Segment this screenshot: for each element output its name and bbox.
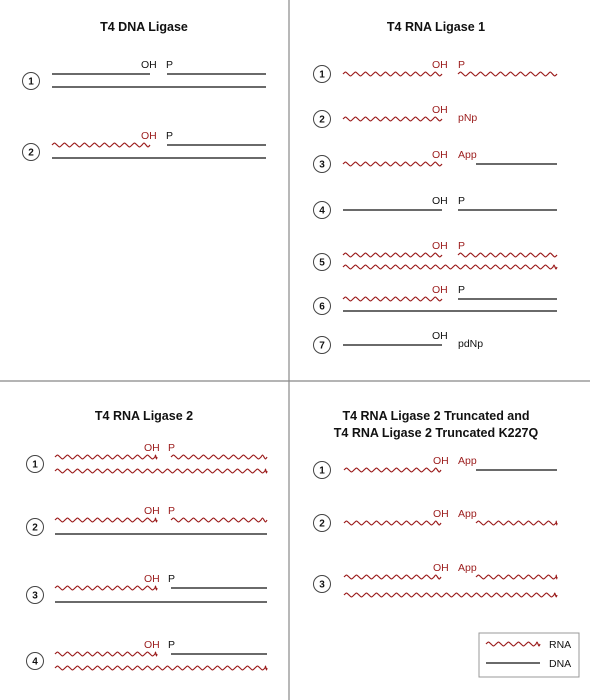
panels-layer bbox=[23, 20, 558, 670]
top-right-strand bbox=[476, 575, 557, 579]
top-left-strand bbox=[55, 518, 157, 522]
substrate-example bbox=[314, 240, 558, 271]
example-number: 3 bbox=[319, 579, 325, 591]
right-end-label: P bbox=[458, 284, 466, 296]
example-number: 2 bbox=[28, 147, 34, 159]
bottom-strand bbox=[55, 666, 267, 670]
example-number: 7 bbox=[319, 340, 325, 352]
substrate-example bbox=[23, 59, 267, 90]
substrate-example bbox=[314, 195, 558, 219]
top-left-strand bbox=[55, 586, 157, 590]
legend-rna-label: RNA bbox=[549, 639, 572, 651]
left-end-label: OH bbox=[144, 442, 160, 454]
right-end-label: P bbox=[458, 59, 466, 71]
bottom-strand bbox=[344, 593, 557, 597]
right-end-label: pdNp bbox=[458, 338, 484, 350]
panel-title: T4 RNA Ligase 2 Truncated K227Q bbox=[333, 426, 539, 440]
panel-title: T4 DNA Ligase bbox=[100, 20, 188, 34]
right-end-label: pNp bbox=[458, 112, 478, 124]
left-end-label: OH bbox=[141, 59, 157, 71]
top-left-strand bbox=[344, 521, 441, 525]
substrate-example bbox=[314, 149, 558, 173]
right-end-label: P bbox=[166, 59, 174, 71]
left-end-label: OH bbox=[144, 505, 160, 517]
example-number: 2 bbox=[319, 518, 325, 530]
top-left-strand bbox=[55, 455, 157, 459]
substrate-example bbox=[314, 330, 484, 354]
substrate-example bbox=[27, 442, 268, 473]
right-end-label: P bbox=[168, 442, 176, 454]
substrate-example bbox=[27, 573, 268, 604]
left-end-label: OH bbox=[432, 330, 448, 342]
top-left-strand bbox=[343, 297, 442, 301]
example-number: 6 bbox=[319, 301, 325, 313]
left-end-label: OH bbox=[432, 195, 448, 207]
substrate-example bbox=[314, 104, 478, 128]
example-number: 1 bbox=[319, 69, 325, 81]
example-number: 4 bbox=[32, 656, 38, 668]
legend-dna-label: DNA bbox=[549, 658, 572, 670]
example-number: 2 bbox=[319, 114, 325, 126]
bottom-strand bbox=[343, 265, 557, 269]
substrate-example bbox=[27, 639, 268, 670]
right-end-label: P bbox=[168, 639, 176, 651]
top-left-strand bbox=[344, 468, 441, 472]
left-end-label: OH bbox=[144, 573, 160, 585]
left-end-label: OH bbox=[433, 562, 449, 574]
example-number: 1 bbox=[32, 459, 38, 471]
panel-t4-rna-ligase-1 bbox=[314, 20, 558, 354]
top-left-strand bbox=[343, 117, 442, 121]
substrate-example bbox=[23, 130, 267, 161]
top-left-strand bbox=[343, 253, 442, 257]
left-end-label: OH bbox=[144, 639, 160, 651]
panel-t4-rna-ligase-2 bbox=[27, 409, 268, 670]
right-end-label: P bbox=[458, 195, 466, 207]
top-left-strand bbox=[344, 575, 441, 579]
top-right-strand bbox=[476, 521, 557, 525]
substrate-example bbox=[314, 562, 558, 597]
top-right-strand bbox=[458, 253, 557, 257]
substrate-example bbox=[27, 505, 268, 536]
substrate-example bbox=[314, 508, 558, 532]
left-end-label: OH bbox=[433, 455, 449, 467]
right-end-label: App bbox=[458, 562, 477, 574]
right-end-label: P bbox=[168, 505, 176, 517]
substrate-example bbox=[314, 284, 558, 315]
right-end-label: App bbox=[458, 455, 477, 467]
right-end-label: P bbox=[458, 240, 466, 252]
bottom-strand bbox=[55, 469, 267, 473]
right-end-label: App bbox=[458, 508, 477, 520]
top-left-strand bbox=[52, 143, 150, 147]
left-end-label: OH bbox=[141, 130, 157, 142]
panel-title: T4 RNA Ligase 2 bbox=[94, 409, 194, 423]
top-right-strand bbox=[171, 518, 267, 522]
substrate-example bbox=[314, 59, 558, 83]
panel-t4-rna-ligase-2-truncated bbox=[314, 409, 558, 597]
legend-box bbox=[479, 633, 579, 677]
left-end-label: OH bbox=[432, 104, 448, 116]
panel-title: T4 RNA Ligase 1 bbox=[386, 20, 486, 34]
top-right-strand bbox=[171, 455, 267, 459]
example-number: 5 bbox=[319, 257, 325, 269]
example-number: 3 bbox=[32, 590, 38, 602]
panel-t4-dna-ligase bbox=[23, 20, 267, 161]
right-end-label: P bbox=[168, 573, 176, 585]
top-left-strand bbox=[343, 162, 442, 166]
left-end-label: OH bbox=[432, 284, 448, 296]
example-number: 1 bbox=[319, 465, 325, 477]
top-left-strand bbox=[55, 652, 157, 656]
top-left-strand bbox=[343, 72, 442, 76]
example-number: 4 bbox=[319, 205, 325, 217]
left-end-label: OH bbox=[433, 508, 449, 520]
example-number: 2 bbox=[32, 522, 38, 534]
left-end-label: OH bbox=[432, 240, 448, 252]
panel-title: T4 RNA Ligase 2 Truncated and bbox=[342, 409, 530, 423]
example-number: 1 bbox=[28, 76, 34, 88]
example-number: 3 bbox=[319, 159, 325, 171]
right-end-label: App bbox=[458, 149, 477, 161]
left-end-label: OH bbox=[432, 59, 448, 71]
left-end-label: OH bbox=[432, 149, 448, 161]
right-end-label: P bbox=[166, 130, 174, 142]
substrate-example bbox=[314, 455, 558, 479]
top-right-strand bbox=[458, 72, 557, 76]
